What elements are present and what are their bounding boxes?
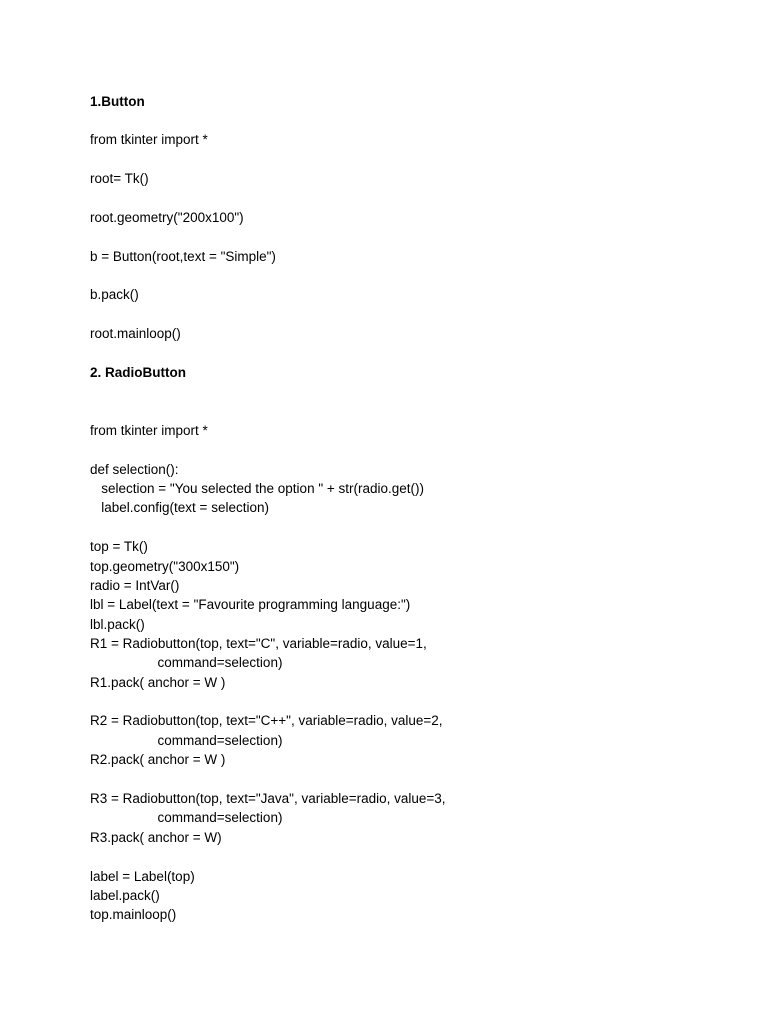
code-line: lbl = Label(text = "Favourite programming language:") (90, 597, 411, 612)
code-line: R1.pack( anchor = W ) (90, 675, 226, 690)
section-1-heading: 1.Button (90, 94, 145, 109)
code-line: from tkinter import * (90, 423, 208, 438)
section-2-heading: 2. RadioButton (90, 365, 186, 380)
code-line: R1 = Radiobutton(top, text="C", variable=radio, value=1, (90, 636, 427, 651)
code-line: root.geometry("200x100") (90, 210, 244, 225)
code-line: top.mainloop() (90, 907, 177, 922)
code-line: b = Button(root,text = "Simple") (90, 249, 276, 264)
code-line: def selection(): (90, 462, 179, 477)
code-line: command=selection) (90, 810, 283, 825)
code-line: command=selection) (90, 655, 283, 670)
code-line: R2 = Radiobutton(top, text="C++", variable=radio, value=2, (90, 713, 443, 728)
code-line: label.config(text = selection) (90, 500, 269, 515)
code-line: radio = IntVar() (90, 578, 180, 593)
code-line: selection = "You selected the option " + str(radio.get()) (90, 481, 425, 496)
code-line: root= Tk() (90, 171, 149, 186)
code-line: top = Tk() (90, 539, 148, 554)
code-line: top.geometry("300x150") (90, 559, 240, 574)
code-line: b.pack() (90, 287, 139, 302)
code-line: R2.pack( anchor = W ) (90, 752, 226, 767)
code-line: R3 = Radiobutton(top, text="Java", variable=radio, value=3, (90, 791, 446, 806)
code-line: from tkinter import * (90, 132, 208, 147)
code-line: label.pack() (90, 888, 160, 903)
code-line: root.mainloop() (90, 326, 181, 341)
code-line: lbl.pack() (90, 617, 145, 632)
code-line: R3.pack( anchor = W) (90, 830, 222, 845)
code-line: command=selection) (90, 733, 283, 748)
code-line: label = Label(top) (90, 869, 195, 884)
